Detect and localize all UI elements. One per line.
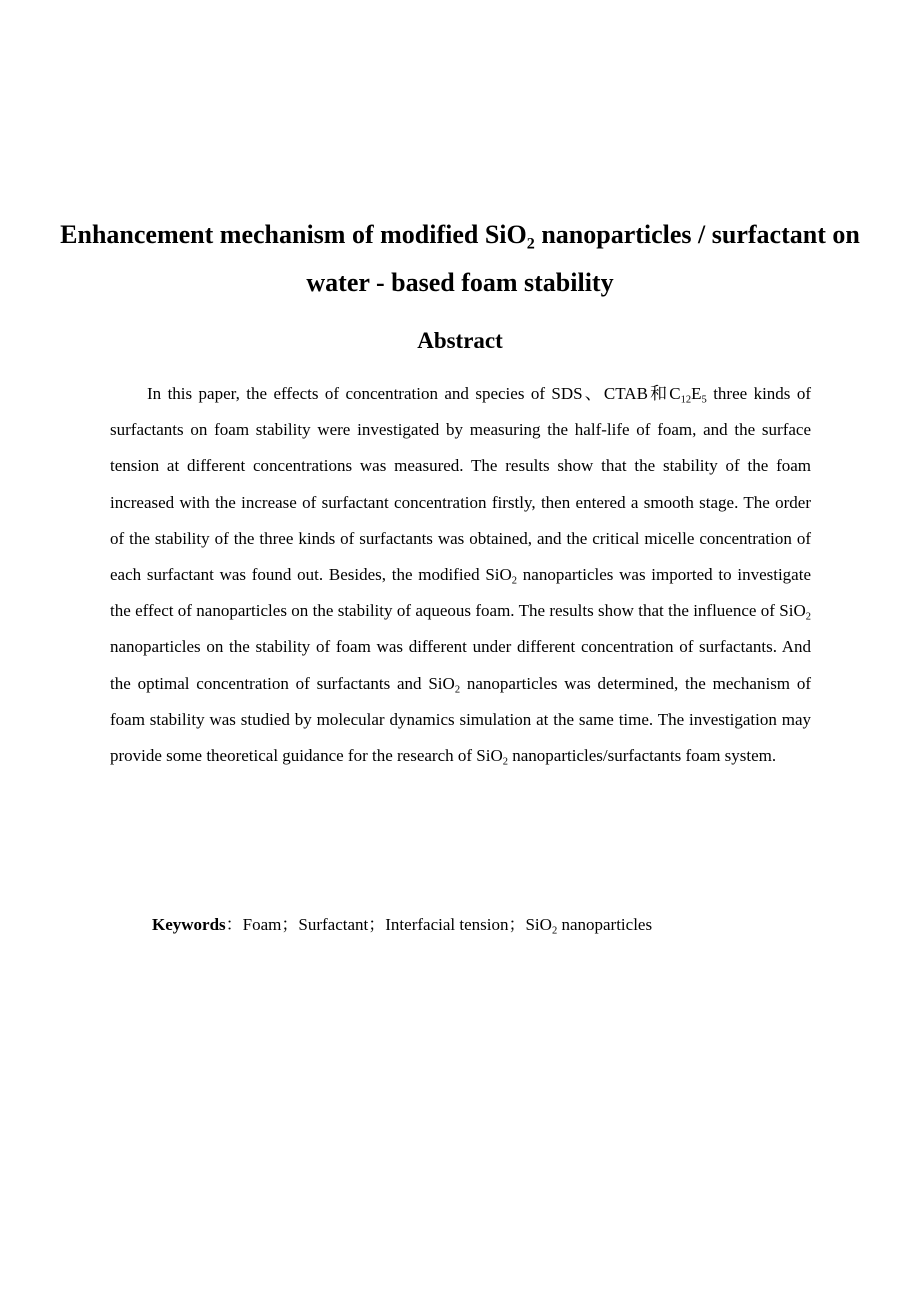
abstract-heading: Abstract [417,328,503,353]
abstract-sub-6: 2 [502,756,509,768]
abstract-text-5: nanoparticles was determined, the mechanism of foam stability was studied by molecular dynamics simulation at the same time. The investigation may provide some theoretical guidance for the research of SiO [110,673,811,766]
abstract-sub-5: 2 [454,684,461,696]
abstract-body [110,376,811,774]
keywords-separator: ； [368,915,386,934]
keywords-separator: ； [281,915,299,934]
abstract-sub-4: 2 [805,611,811,623]
keywords-label: Keywords [152,915,226,934]
abstract-text-1b: E [691,384,702,403]
keywords-separator: ； [508,915,526,934]
title-text-part2: nanoparticles / surfactant on water - based foam stability [306,220,860,297]
title-text-part1: Enhancement mechanism of modified SiO [60,220,527,249]
keywords-line [152,910,652,940]
abstract-sub-3: 2 [511,575,518,587]
keywords-separator: ： [225,915,243,934]
keyword-surfactant: Surfactant [298,915,369,934]
paper-title [60,211,860,307]
abstract-sub-1: 12 [680,394,692,406]
abstract-text-3: nanoparticles was imported to investigate the effect of nanoparticles on the stability of aqueous foam. The results show that the influence of SiO [110,565,811,621]
title-subscript: 2 [526,235,535,253]
abstract-text-4: nanoparticles on the stability of foam was different under different concentration of surfactants. And the optimal concentration of surfactants and SiO [110,637,811,693]
keyword-nanoparticles-text: nanoparticles [557,915,653,934]
keyword-foam: Foam [242,915,282,934]
abstract-text-6: nanoparticles/surfactants foam system. [508,746,777,766]
keyword-sio2-text: SiO [525,915,552,934]
abstract-sub-2: 5 [701,394,707,406]
abstract-text-1: In this paper, the effects of concentration and species of SDS、CTAB和C [147,384,681,403]
abstract-text-2: three kinds of surfactants on foam stability were investigated by measuring the half-life of foam, and the surface tension at different concentrations was measured. The results show that the stability of the foam increased with the increase of surfactant concentration firstly, then entered a smooth stage. The order of the stability of the three kinds of surfactants was obtained, and the critical micelle concentration of each surfactant was found out. Besides, the modified SiO [110,384,811,585]
keyword-interfacial-tension: Interfacial tension [385,915,509,934]
keyword-sio2-subscript: 2 [551,925,558,937]
